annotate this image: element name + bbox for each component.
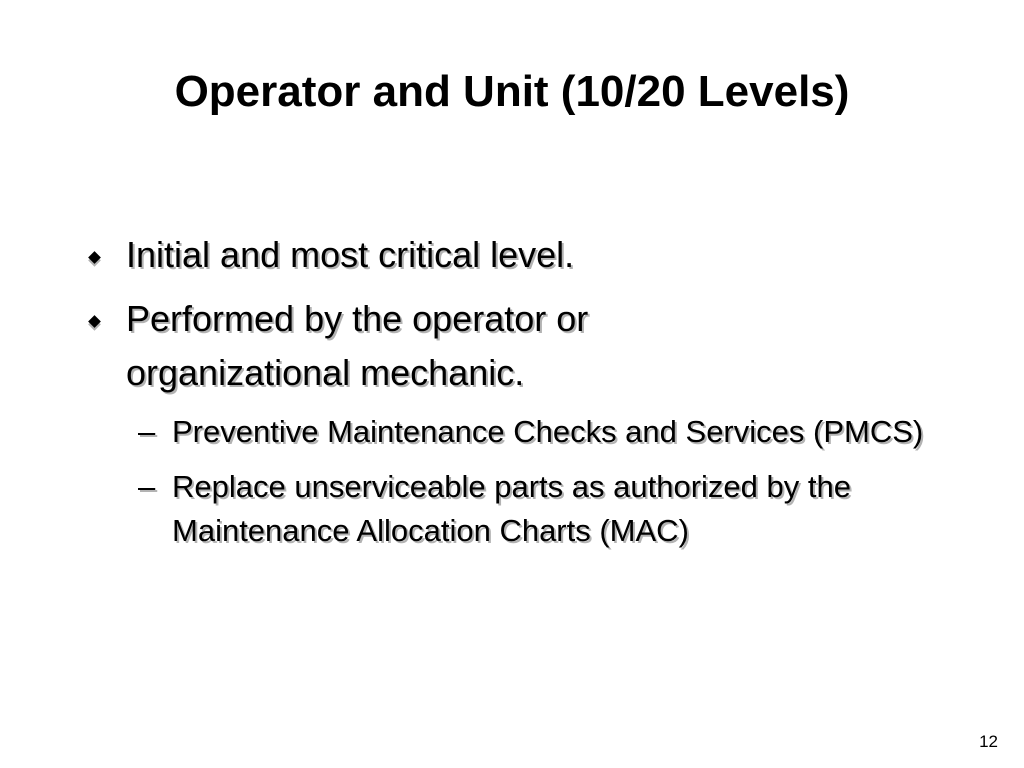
bullet-item-initial-level [88, 228, 746, 282]
bullet-item-performed-by [88, 292, 746, 400]
bullet-text: Initial and most critical level. [126, 234, 575, 275]
sub-bullet-text: Replace unserviceable parts as authorized by the Maintenance Allocation Charts (MAC) [172, 469, 851, 548]
sub-bullet-replace-parts [88, 465, 972, 553]
dash-marker: – [138, 414, 156, 449]
diamond-bullet-icon [88, 251, 101, 264]
dash-marker: – [138, 469, 156, 504]
page-number: 12 [979, 732, 998, 751]
diamond-bullet-icon [88, 315, 101, 328]
sub-bullet-text: Preventive Maintenance Checks and Services (PMCS) [172, 414, 924, 449]
sub-bullet-pmcs [88, 410, 972, 454]
bullet-list [88, 228, 958, 564]
bullet-text: Performed by the operator or organizational mechanic. [126, 298, 589, 393]
slide-title: Operator and Unit (10/20 Levels) [174, 67, 850, 116]
